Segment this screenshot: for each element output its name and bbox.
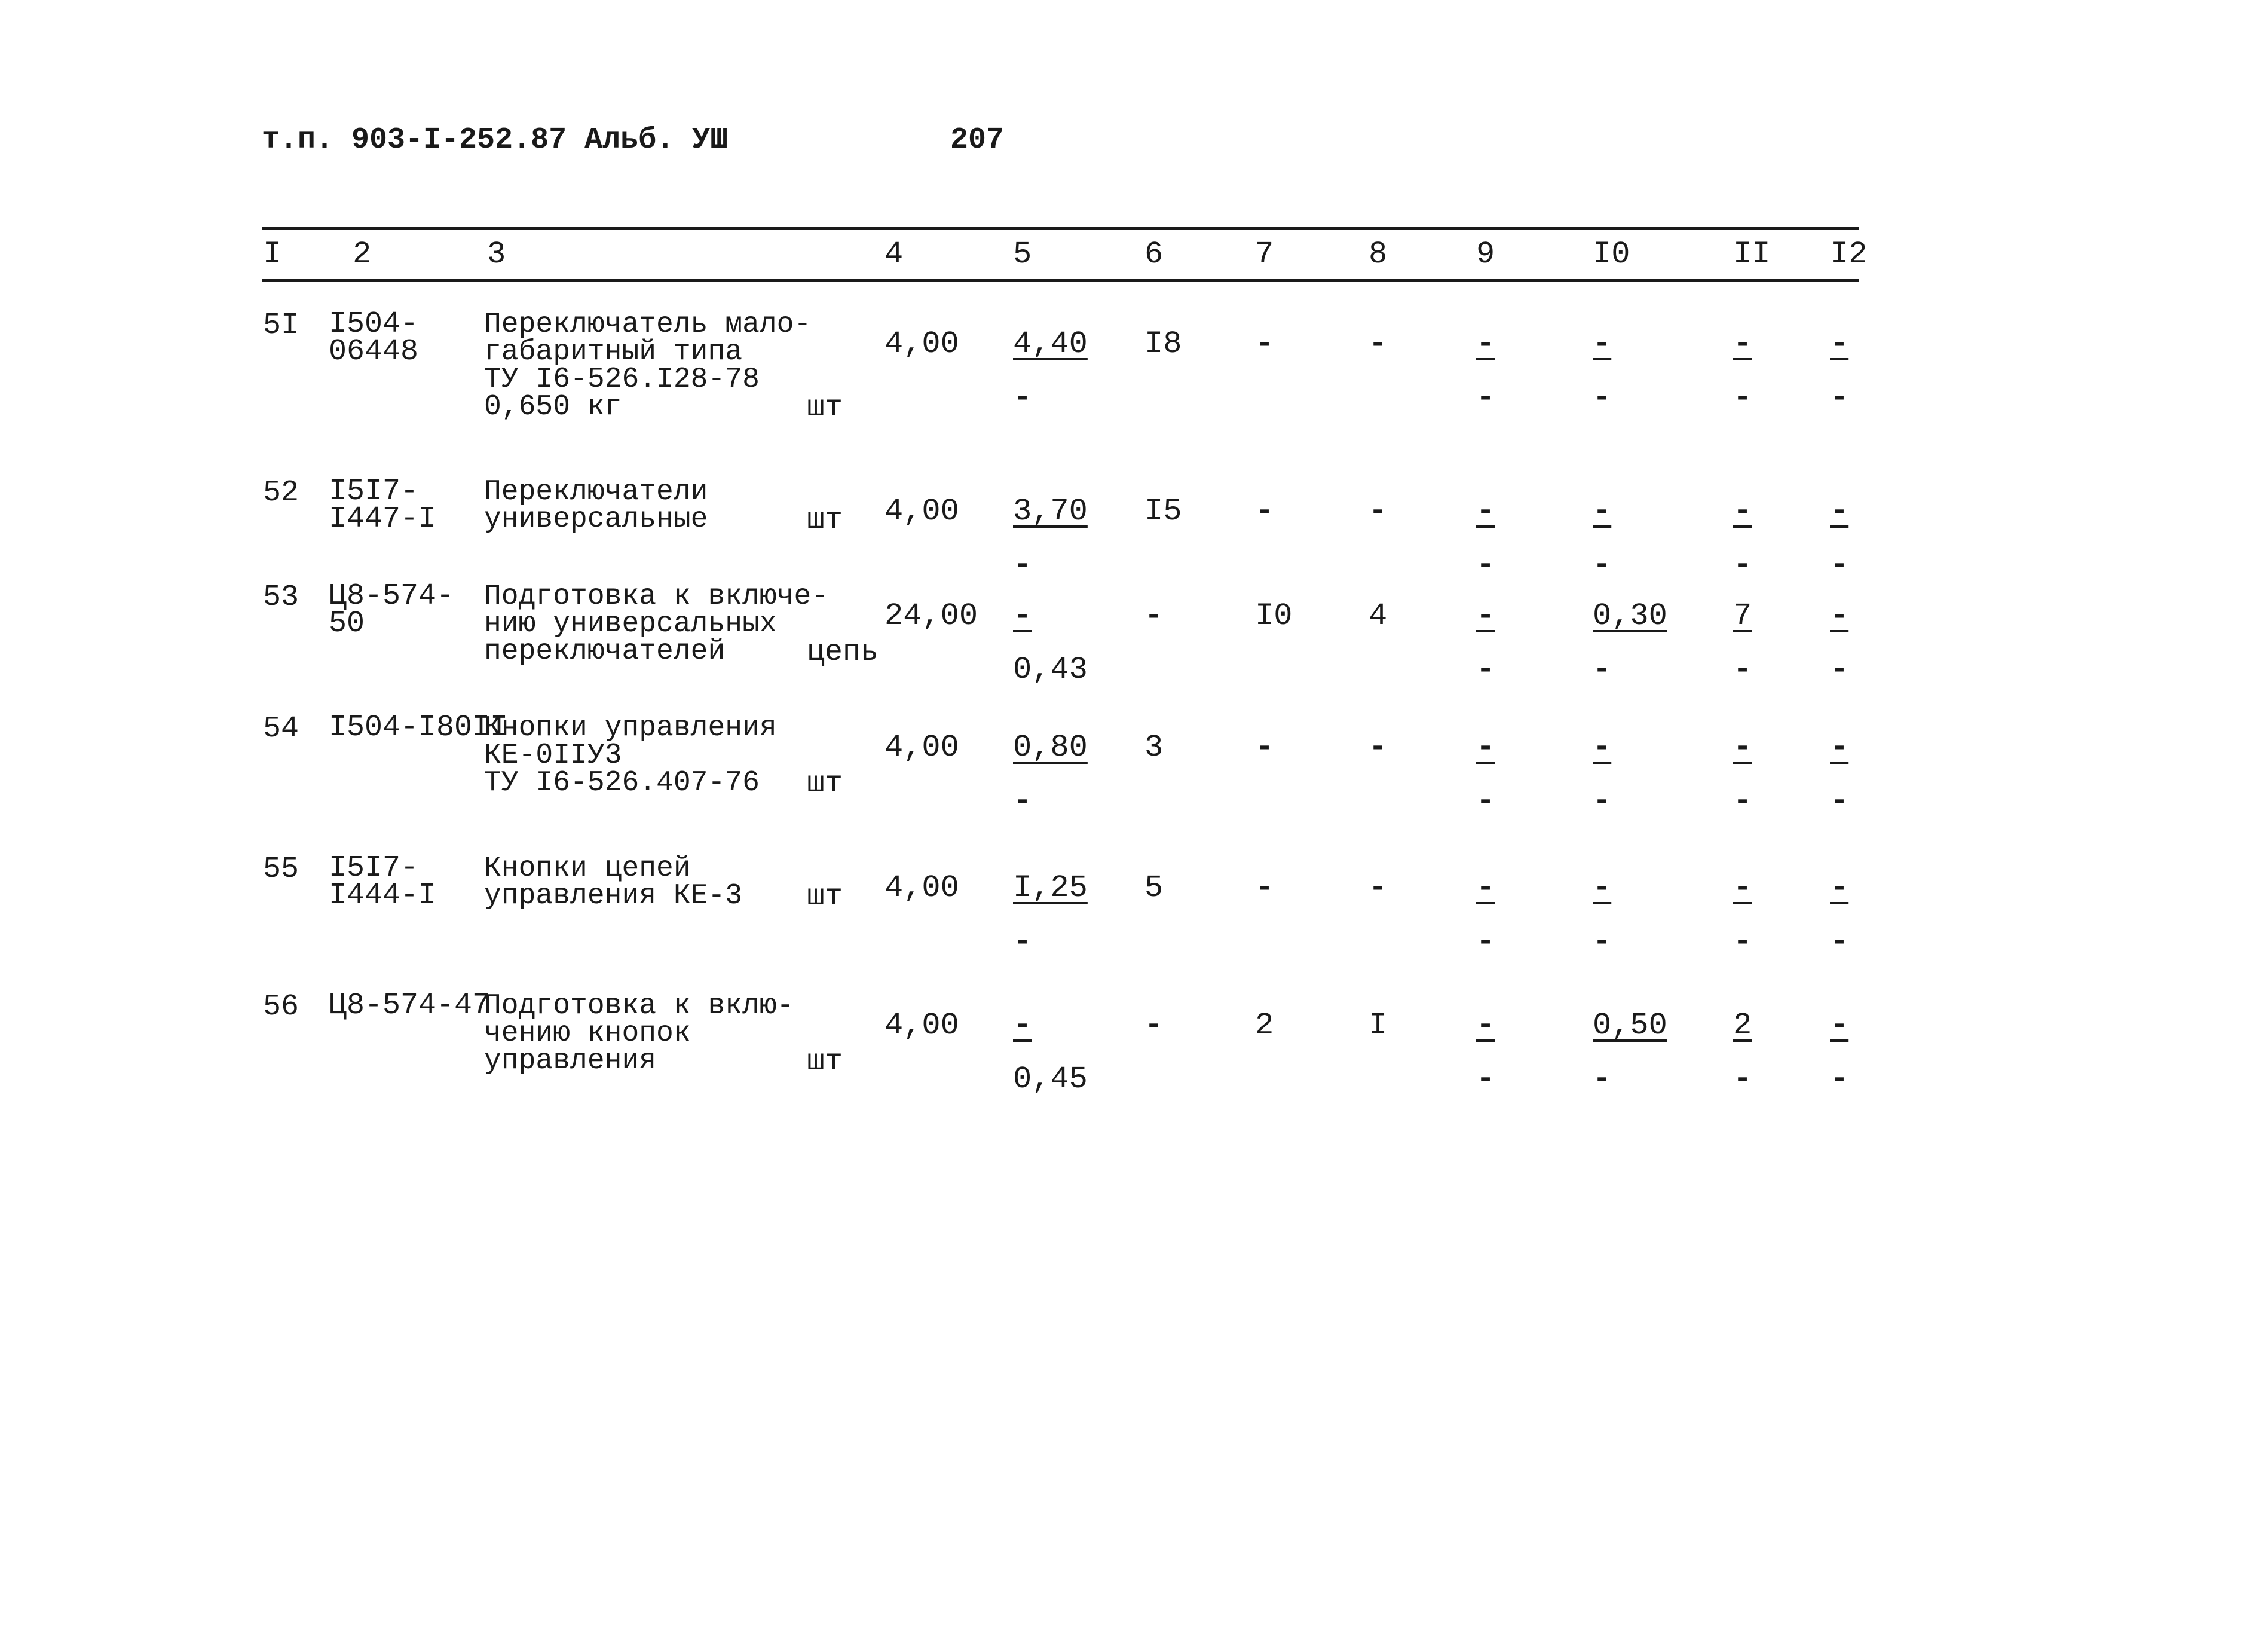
- row-number: 56: [263, 990, 299, 1024]
- column-11-bottom: -: [1733, 784, 1752, 819]
- table-header-rule: [262, 279, 1859, 282]
- column-10-top: 0,30: [1593, 598, 1667, 634]
- column-11-top: -: [1733, 730, 1752, 765]
- unit-of-measure: шт: [807, 503, 843, 537]
- column-7: 2: [1255, 1008, 1274, 1043]
- column-10-bottom: -: [1593, 784, 1612, 819]
- row-number: 52: [263, 476, 299, 510]
- column-11-bottom: -: [1733, 1062, 1752, 1097]
- description-line: ТУ I6-526.407-76: [484, 767, 760, 799]
- column-8: -: [1369, 326, 1388, 362]
- column-12-bottom: -: [1830, 380, 1849, 415]
- item-code-line: I5I7-: [329, 851, 419, 885]
- column-5-top: I,25: [1013, 870, 1088, 906]
- quantity: 4,00: [884, 1008, 959, 1043]
- column-number-2: 2: [353, 237, 372, 272]
- column-5-bottom: -: [1013, 380, 1032, 415]
- description-line: Подготовка к включе-: [484, 580, 829, 613]
- column-number-4: 4: [884, 237, 904, 272]
- column-12-bottom: -: [1830, 652, 1849, 687]
- column-7: -: [1255, 326, 1274, 362]
- column-12-top: -: [1830, 1008, 1849, 1043]
- column-8: 4: [1369, 598, 1388, 634]
- description-line: Переключатели: [484, 476, 708, 508]
- column-number-1: I: [263, 237, 282, 272]
- unit-of-measure: шт: [807, 880, 843, 914]
- column-12-bottom: -: [1830, 1062, 1849, 1097]
- column-12-top: -: [1830, 730, 1849, 765]
- column-10-bottom: -: [1593, 924, 1612, 959]
- column-11-bottom: -: [1733, 380, 1752, 415]
- column-9-top: -: [1476, 494, 1495, 529]
- column-11-top: -: [1733, 494, 1752, 529]
- row-number: 55: [263, 852, 299, 886]
- column-7: -: [1255, 494, 1274, 529]
- unit-of-measure: шт: [807, 1045, 843, 1079]
- column-6: -: [1144, 1008, 1164, 1043]
- description-line: управления: [484, 1045, 657, 1077]
- description-line: переключателей: [484, 635, 726, 668]
- column-11-bottom: -: [1733, 652, 1752, 687]
- column-9-top: -: [1476, 870, 1495, 906]
- column-10-bottom: -: [1593, 380, 1612, 415]
- description-line: Кнопки управления: [484, 712, 777, 744]
- column-10-top: -: [1593, 870, 1612, 906]
- item-code-line: I444-I: [329, 879, 437, 913]
- column-6: 5: [1144, 870, 1164, 906]
- column-11-bottom: -: [1733, 548, 1752, 583]
- column-6: 3: [1144, 730, 1164, 765]
- description-line: универсальные: [484, 503, 708, 536]
- column-12-top: -: [1830, 494, 1849, 529]
- column-5-bottom: 0,45: [1013, 1062, 1088, 1097]
- description-line: ТУ I6-526.I28-78: [484, 363, 760, 396]
- column-12-bottom: -: [1830, 924, 1849, 959]
- item-code-line: Ц8-574-47: [329, 989, 491, 1023]
- description-line: габаритный типа: [484, 336, 743, 368]
- column-12-bottom: -: [1830, 548, 1849, 583]
- column-11-top: 7: [1733, 598, 1752, 634]
- column-10-top: -: [1593, 494, 1612, 529]
- column-number-12: I2: [1830, 237, 1868, 272]
- item-code-line: I5I7-: [329, 475, 419, 509]
- column-7: -: [1255, 730, 1274, 765]
- column-8: -: [1369, 494, 1388, 529]
- page-number: 207: [950, 123, 1005, 157]
- column-number-11: II: [1733, 237, 1771, 272]
- column-9-top: -: [1476, 598, 1495, 634]
- column-number-10: I0: [1593, 237, 1630, 272]
- column-6: I8: [1144, 326, 1182, 362]
- quantity: 24,00: [884, 598, 978, 634]
- column-12-bottom: -: [1830, 784, 1849, 819]
- description-line: управления КЕ-3: [484, 880, 743, 912]
- description-line: чению кнопок: [484, 1017, 691, 1050]
- column-10-bottom: -: [1593, 1062, 1612, 1097]
- column-8: -: [1369, 870, 1388, 906]
- column-10-top: -: [1593, 730, 1612, 765]
- column-number-5: 5: [1013, 237, 1032, 272]
- column-12-top: -: [1830, 326, 1849, 362]
- column-number-9: 9: [1476, 237, 1495, 272]
- column-11-top: 2: [1733, 1008, 1752, 1043]
- column-11-top: -: [1733, 326, 1752, 362]
- item-code-line: I504-I80II: [329, 711, 509, 745]
- unit-of-measure: цепь: [807, 635, 879, 669]
- column-6: I5: [1144, 494, 1182, 529]
- column-number-6: 6: [1144, 237, 1164, 272]
- column-5-bottom: -: [1013, 784, 1032, 819]
- quantity: 4,00: [884, 494, 959, 529]
- quantity: 4,00: [884, 730, 959, 765]
- column-5-top: 3,70: [1013, 494, 1088, 529]
- item-code-line: I447-I: [329, 502, 437, 536]
- row-number: 5I: [263, 308, 299, 342]
- table-top-rule: [262, 227, 1859, 230]
- item-code-line: Ц8-574-: [329, 579, 455, 613]
- description-line: Кнопки цепей: [484, 852, 691, 885]
- item-code-line: 06448: [329, 335, 419, 369]
- description-line: КЕ-0IIУ3: [484, 739, 622, 772]
- column-9-bottom: -: [1476, 548, 1495, 583]
- column-5-bottom: -: [1013, 548, 1032, 583]
- row-number: 53: [263, 580, 299, 614]
- description-line: нию универсальных: [484, 608, 777, 640]
- column-11-top: -: [1733, 870, 1752, 906]
- column-12-top: -: [1830, 598, 1849, 634]
- column-9-bottom: -: [1476, 652, 1495, 687]
- column-number-7: 7: [1255, 237, 1274, 272]
- column-5-bottom: 0,43: [1013, 652, 1088, 687]
- column-9-bottom: -: [1476, 1062, 1495, 1097]
- column-7: -: [1255, 870, 1274, 906]
- column-11-bottom: -: [1733, 924, 1752, 959]
- column-9-bottom: -: [1476, 380, 1495, 415]
- column-5-top: -: [1013, 598, 1032, 634]
- column-9-top: -: [1476, 1008, 1495, 1043]
- column-5-bottom: -: [1013, 924, 1032, 959]
- column-7: I0: [1255, 598, 1293, 634]
- column-12-top: -: [1830, 870, 1849, 906]
- column-8: -: [1369, 730, 1388, 765]
- item-code-line: 50: [329, 607, 365, 641]
- column-number-3: 3: [487, 237, 506, 272]
- column-5-top: 4,40: [1013, 326, 1088, 362]
- quantity: 4,00: [884, 326, 959, 362]
- column-9-bottom: -: [1476, 784, 1495, 819]
- column-9-bottom: -: [1476, 924, 1495, 959]
- column-5-top: 0,80: [1013, 730, 1088, 765]
- description-line: 0,650 кг: [484, 391, 622, 423]
- quantity: 4,00: [884, 870, 959, 906]
- column-9-top: -: [1476, 730, 1495, 765]
- row-number: 54: [263, 712, 299, 746]
- column-10-bottom: -: [1593, 548, 1612, 583]
- column-number-8: 8: [1369, 237, 1388, 272]
- unit-of-measure: шт: [807, 767, 843, 801]
- document-code: т.п. 903-I-252.87 Альб. УШ: [262, 123, 729, 157]
- column-6: -: [1144, 598, 1164, 634]
- column-8: I: [1369, 1008, 1388, 1043]
- column-10-top: -: [1593, 326, 1612, 362]
- column-10-bottom: -: [1593, 652, 1612, 687]
- column-5-top: -: [1013, 1008, 1032, 1043]
- unit-of-measure: шт: [807, 391, 843, 425]
- description-line: Переключатель мало-: [484, 308, 812, 341]
- column-10-top: 0,50: [1593, 1008, 1667, 1043]
- column-9-top: -: [1476, 326, 1495, 362]
- item-code-line: I504-: [329, 307, 419, 341]
- description-line: Подготовка к вклю-: [484, 990, 794, 1022]
